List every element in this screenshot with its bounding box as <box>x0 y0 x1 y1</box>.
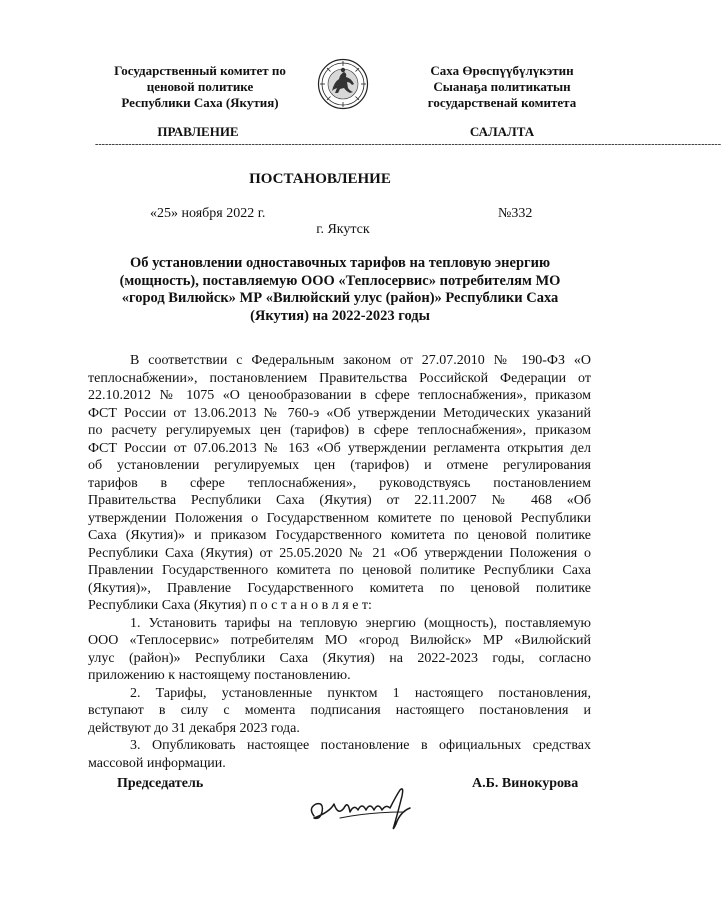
header-left-block <box>90 63 310 111</box>
body-line: Правлении Государственного комитета по ценовой политике Республики Саха <box>88 563 591 578</box>
department-left: ПРАВЛЕНИЕ <box>157 124 239 139</box>
body-line: ООО «Теплосервис» потребителям МО «город Вилюйск» МР «Вилюйский <box>88 633 591 648</box>
body-line: приложению к настоящему постановлению. <box>88 668 351 683</box>
body-line: Правительства Республики Саха (Якутия) от 22.11.2007 № 468 «Об <box>88 493 591 508</box>
header-right-line: Саха Өрөспүүбүлүкэтин <box>430 63 574 78</box>
header-right-line: государственай комитета <box>427 95 577 110</box>
handwritten-signature-icon <box>300 782 420 834</box>
body-line: вступают в силу с момента подписания настоящего постановления и <box>88 703 591 718</box>
body-line: действуют до 31 декабря 2023 года. <box>88 720 300 736</box>
body-line: Саха (Якутия)» и приказом Государственного комитета по ценовой политике <box>88 528 591 543</box>
body-line: массовой информации. <box>88 755 226 771</box>
body-line: В соответствии с Федеральным законом от 27.07.2010 № 190-ФЗ «О <box>130 353 591 368</box>
header-left-line: ценовой политике <box>146 79 254 94</box>
document-subject <box>100 255 580 325</box>
subject-line: (Якутия) на 2022-2023 годы <box>250 307 430 324</box>
document-number: №332 <box>498 206 533 221</box>
body-line: (Якутия)», Правление Государственного комитета по ценовой политике <box>88 580 591 596</box>
body-line: ФСТ России от 07.06.2013 № 163 «Об утверждении регламента открытия дел <box>88 440 591 456</box>
subject-line: «город Вилюйск» МР «Вилюйский улус (район)» Республики Саха <box>121 290 559 306</box>
subject-line: Об установлении одноставочных тарифов на тепловую энергию <box>129 255 551 271</box>
body-line: утверждении Положения о Государственном комитете по ценовой Республики <box>88 510 591 526</box>
body-line: 22.10.2012 № 1075 «О ценообразовании в сфере теплоснабжения», приказом <box>88 388 591 403</box>
separator-line: -------------------------------------------------------------------------------------------------------------------------------------------------------------------------------------------- <box>95 139 721 150</box>
body-line: 3. Опубликовать настоящее постановление в официальных средствах <box>130 738 591 753</box>
department-right: САЛАЛТА <box>469 124 535 139</box>
body-line: теплоснабжении», постановлением Правительства Российской Федерации от <box>88 370 591 386</box>
document-city: г. Якутск <box>316 222 370 237</box>
subject-line: (мощность), поставляемую ООО «Теплосервис» потребителям МО <box>119 272 561 289</box>
body-line: ФСТ России от 13.06.2013 № 760-э «Об утверждении Методических указаний <box>88 405 591 421</box>
body-line: Республики Саха (Якутия) п о с т а н о в л я е т: <box>88 598 372 613</box>
signatory-title: Председатель <box>117 776 204 791</box>
body-line: 1. Установить тарифы на тепловую энергию (мощность), поставляемую <box>130 615 591 631</box>
body-line: об установлении регулируемых цен (тарифов) и отмене регулирования <box>88 458 591 473</box>
body-line: по расчету регулируемых цен (тарифов) в сфере теплоснабжения», приказом <box>88 423 591 438</box>
document-date: «25» ноября 2022 г. <box>150 206 266 221</box>
body-line: Республики Саха (Якутия) от 25.05.2020 № 21 «Об утверждении Положения о <box>88 545 591 561</box>
header-left-line: Государственный комитет по <box>114 63 286 78</box>
signatory-name: А.Б. Винокурова <box>472 776 579 791</box>
header-right-line: Сыанаҕа политикатын <box>433 79 571 94</box>
header-right-block <box>392 63 612 111</box>
body-line: 2. Тарифы, установленные пунктом 1 настоящего постановления, <box>130 685 591 701</box>
document-body <box>88 352 591 772</box>
header-left-line: Республики Саха (Якутия) <box>121 95 279 110</box>
body-line: улус (район)» Республики Саха (Якутия) на 2022-2023 годы, согласно <box>88 650 591 666</box>
sakha-emblem-icon <box>317 58 369 110</box>
document-title: ПОСТАНОВЛЕНИЕ <box>249 171 391 187</box>
body-line: тарифов в сфере теплоснабжения», руководствуясь постановлением <box>88 475 591 491</box>
